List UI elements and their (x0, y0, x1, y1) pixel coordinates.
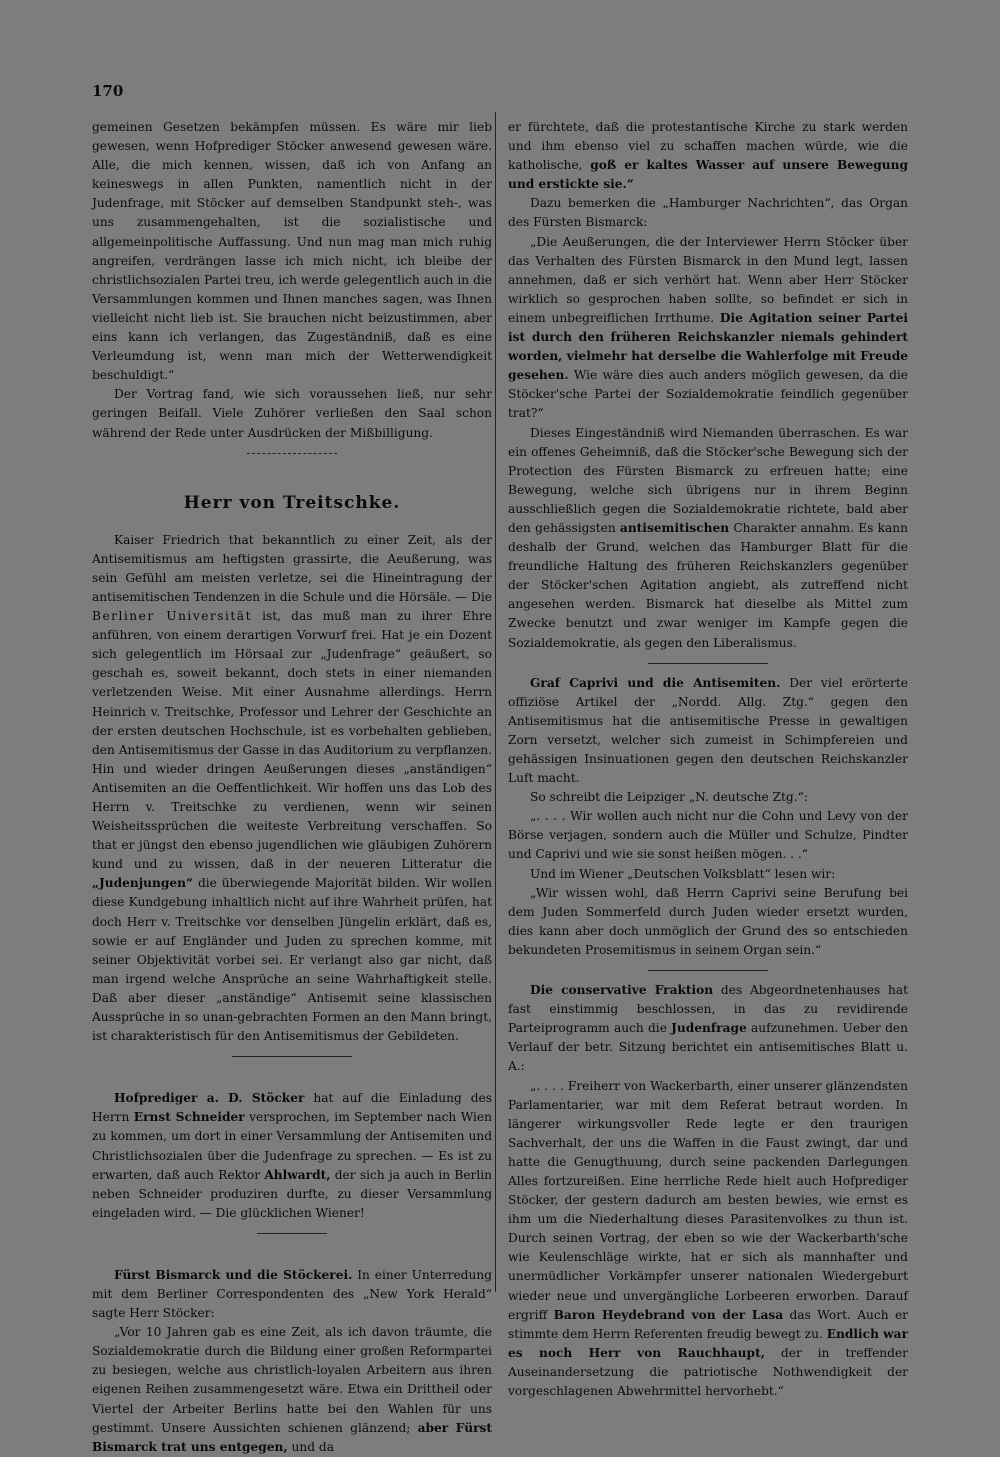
text: die überwiegende Majorität bilden. Wir wollen diese Kundgebung inhaltlich nicht auf ihre Wahrheit prüfen, hat doch Herr v. Treitschke vor denselben Jüngelin erklärt, daß es, sowie er auf Engländer und Juden zu sprechen komme, mit seiner Objektivität vorbei sei. Er verlangt also gar nicht, daß man irgend welche Ansprüche an seine Wahrhaftigkeit stelle. Daß aber dieser „anständige“ Antisemit seine klassischen Aussprüche in so unan-gebrachten Formen an den Mann bringt, ist charakteristisch für den Antisemitismus der Gebildeten. (92, 876, 492, 1044)
spacer (92, 1067, 492, 1089)
bold-text: aber Fürst Bismarck trat uns entgegen, (92, 1420, 492, 1454)
paragraph: „Wir wissen wohl, daß Herrn Caprivi seine Berufung bei dem Juden Sommerfeld durch Juden wieder ersetzt wurden, dies kann aber doch unmöglich der Grund des so entschieden bekundeten Prosemitismus in seinem Organ sein.“ (508, 885, 908, 957)
separator (257, 1233, 327, 1234)
bold-text: Fürst Bismarck und die Stöckerei. (114, 1267, 353, 1282)
text: ist, das muß man zu ihrer Ehre anführen, von einem derartigen Vorwurf frei. Hat je ein Dozent sich gelegentlich im Hörsaal zur „Judenfrage“ geäußert, so geschah es, soweit bekannt, doch stets in einer niemanden verletzenden Weise. Mit einer Ausnahme allerdings. Herrn Heinrich v. Treitschke, Professor und Lehrer der Geschichte an der ersten deutschen Hochschule, ist es vorbehalten geblieben, den Antisemitismus der Gasse in das Auditorium zu verpflanzen. Hin und wieder dringen Aeußerungen dieses „anständigen“ Antisemiten an die Oeffentlichkeit. Wir hoffen uns das Lob des Herrn v. Treitschke zu verdienen, wenn wir seinen Weisheitssprüchen die weiteste Verbreitung verschaffen. So that er jüngst den ebenso jugendlichen wie gläubigen Zuhörern kund und zu wissen, daß in der neueren Litteratur die (92, 609, 492, 872)
text: „Die Aeußerungen, die der Interviewer Herrn Stöcker über das Verhalten des Fürsten Bismarck in den Mund legt, lassen annehmen, daß er sich verhört hat. Wenn aber Herr Stöcker wirklich so gesprochen haben sollte, so befindet er sich in einem unbegreiflichen Irrthume. (508, 234, 908, 325)
paragraph (508, 424, 908, 653)
text: Kaiser Friedrich that bekanntlich zu einer Zeit, als der Antisemitismus am heftigsten grassirte, die Aeußerung, was sein Gefühl am meisten verletze, sei die Hineintragung der antisemitischen Tendenzen in die Schule und die Hörsäle. — Die (92, 532, 492, 604)
paragraph: gemeinen Gesetzen bekämpfen müssen. Es wäre mir lieb gewesen, wenn Hofprediger Stöcker anwesend gewesen wäre. Alle, die mich kennen, wissen, daß ich von Anfang an keineswegs in allen Punkten, namentlich nicht in der Judenfrage, mit Stöcker auf demselben Standpunkt steh-, was uns zusammengehalten, ist die sozialistische und allgemeinpolitische Auffassung. Und nun mag man mich ruhig angreifen, verdrängen lasse ich mich nicht, ich bleibe der christlichsozialen Partei treu, ich werde gelegentlich auch in die Versammlungen kommen und Ihnen manches sagen, was Ihnen vielleicht nicht lieb ist. Sie brauchen nicht beizustimmen, aber eins kann ich verlangen, das Zugeständniß, daß es eine Verleumdung ist, wenn man mich der Wetterwendigkeit beschuldigt.“ (92, 120, 492, 383)
paragraph (508, 118, 908, 194)
text: versprochen, im September nach Wien zu kommen, um dort in einer Versammlung der Antisemiten und Christlichsozialen über die Judenfrage zu sprechen. — Es ist zu erwarten, daß auch Rektor (92, 1110, 492, 1182)
text: Charakter annahm. Es kann deshalb der Grund, welchen das Hamburger Blatt für die freundliche Haltung des früheren Reichskanzlers gegenüber der Stöcker'schen Agitation angiebt, als zutreffend nicht angesehen werden. Bismarck hat dieselbe als Mittel zum Zwecke benutzt und zwar weniger im Kampfe gegen die Sozialdemokratie, als gegen den Liberalismus. (508, 520, 908, 650)
text: das Wort. Auch er stimmte dem Herrn Referenten freudig bewegt zu. (508, 1307, 908, 1341)
spaced-text: Berliner Universität (92, 609, 252, 624)
text: In einer Unterredung mit dem Berliner Correspondenten des „New York Herald“ sagte Herr Stöcker: (92, 1267, 492, 1321)
paragraph: Und im Wiener „Deutschen Volksblatt“ lesen wir: (530, 866, 836, 881)
text: der sich ja auch in Berlin neben Schneider produziren durfte, zu dieser Versammlung eingeladen wird. — Die glücklichen Wiener! (92, 1167, 492, 1220)
paragraph: Dazu bemerken die „Hamburger Nachrichten“, das Organ des Fürsten Bismarck: (508, 196, 908, 230)
text: „. . . . Freiherr von Wackerbarth, einer unserer glänzendsten Parlamentarier, war mit dem Referat betraut worden. In längerer wirkungsvoller Rede legte er den traurigen Sachverhalt, der uns die Waffen in die Faust zwingt, dar und hatte die Genugthuung, durch seine packenden Darlegungen Alles fortzureißen. Eine herrliche Rede hielt auch Hofprediger Stöcker, der gestern dadurch am besten bewies, wie ernst es ihm um die Niederhaltung dieses Parasitenvolkes zu thun ist. Durch seinen Vortrag, der eben so wie der Wackerbarth'sche wie Keulenschläge wirkte, hat er sich als mannhafter und unermüdlicher Vorkämpfer unserer nationalen Wiedergeburt wieder neue und unvergängliche Lorbeeren erworben. Darauf ergriff (508, 1078, 908, 1322)
bold-text: Die conservative Fraktion (530, 983, 714, 998)
text: des Abgeordnetenhauses hat fast einstimmig beschlossen, in das zu revidirende Parteiprogramm auch die (508, 983, 908, 1036)
spacer (92, 1244, 492, 1266)
separator (648, 663, 768, 664)
left-column (92, 118, 492, 1457)
bold-text: Judenfrage (671, 1021, 747, 1036)
separator (648, 970, 768, 971)
bold-text: Die Agitation seiner Partei ist durch den früheren Reichskanzler niemals gehindert worden, vielmehr hat derselbe die Wahlerfolge mit Freude gesehen. (508, 310, 908, 383)
bold-text: Ahlwardt, (264, 1167, 331, 1182)
text: und da (287, 1439, 334, 1454)
bold-text: goß er kaltes Wasser auf unsere Bewegung und erstickte sie.“ (508, 158, 909, 192)
text: Der viel erörterte offiziöse Artikel der „Nordd. Allg. Ztg.“ gegen den Antisemitismus hat die antisemitische Presse in gewaltigen Zorn versetzt, welcher sich zumeist in Schimpfereien und gehässigen Insinuationen gegen den deutschen Reichskanzler Luft macht. (508, 675, 908, 786)
bold-text: „Judenjungen“ (92, 876, 194, 891)
paragraph (92, 531, 492, 1047)
paragraph (508, 233, 908, 424)
paragraph: So schreibt die Leipziger „N. deutsche Ztg.“: (530, 790, 808, 805)
text: er fürchtete, daß die protestantische Kirche zu stark werden und ihm ebenso viel zu schaffen machen würde, wie die katholische, (508, 120, 908, 173)
separator (232, 1056, 352, 1057)
page-number: 170 (92, 82, 124, 100)
text: aufzunehmen. Ueber den Verlauf der betr. Sitzung berichtet ein antisemitisches Blatt u. A.: (508, 1021, 908, 1074)
paragraph (92, 1323, 492, 1457)
text: „Vor 10 Jahren gab es eine Zeit, als ich davon träumte, die Sozialdemokratie durch die Bildung einer großen Reformpartei zu besiegen, welche aus christlich-loyalen Arbeitern aus ihren eigenen Reihen zusammengesetzt wäre. Etwa ein Drittheil oder Viertel der Arbeiter Berlins hatte bei den Wahlen für uns gestimmt. Unsere Aussichten schienen glänzend; (92, 1325, 492, 1435)
separator (247, 453, 337, 454)
bold-text: antisemitischen (619, 520, 730, 535)
paragraph (508, 674, 908, 789)
text: Dieses Eingeständniß wird Niemanden überraschen. Es war ein offenes Geheimniß, daß die Stöcker'sche Bewegung sich der Protection des Fürsten Bismarck zu erfreuen hatte; eine Bewegung, welche sich übrigens nur in ihrem Beginn ausschließlich gegen die Sozialdemokratie richtete, bald aber den gehässigsten (508, 425, 908, 535)
bold-text: Endlich war es noch Herr von Rauchhaupt, (508, 1326, 908, 1360)
bold-text: Baron Heydebrand von der Lasa (553, 1307, 784, 1322)
article-heading: Herr von Treitschke. (183, 492, 401, 513)
paragraph: „. . . . Wir wollen auch nicht nur die Cohn und Levy von der Börse verjagen, sondern auch die Müller und Schulze, Pindter und Caprivi und wie sie sonst heißen mögen. . .“ (508, 809, 908, 862)
paragraph (508, 981, 908, 1076)
paragraph: Der Vortrag fand, wie sich voraussehen ließ, nur sehr geringen Beifall. Viele Zuhörer verließen den Saal schon während der Rede unter Ausdrücken der Mißbilligung. (92, 387, 492, 440)
text: der in treffender Auseinandersetzung die patriotische Nothwendigkeit der vorgeschlagenen Abwehrmittel hervorhebt.“ (508, 1345, 908, 1398)
text: Wie wäre dies auch anders möglich gewesen, da die Stöcker'sche Partei der Sozialdemokratie feindlich gegenüber trat?“ (508, 368, 908, 421)
paragraph (92, 1266, 492, 1323)
bold-text: Graf Caprivi und die Antisemiten. (530, 675, 781, 690)
right-column (508, 118, 908, 1401)
paragraph (92, 1089, 492, 1223)
column-divider (495, 112, 496, 1292)
text: hat auf die Einladung des Herrn (92, 1091, 492, 1125)
paragraph (508, 1077, 908, 1402)
bold-text: Hofprediger a. D. Stöcker (114, 1091, 305, 1106)
bold-text: Ernst Schneider (133, 1110, 245, 1125)
